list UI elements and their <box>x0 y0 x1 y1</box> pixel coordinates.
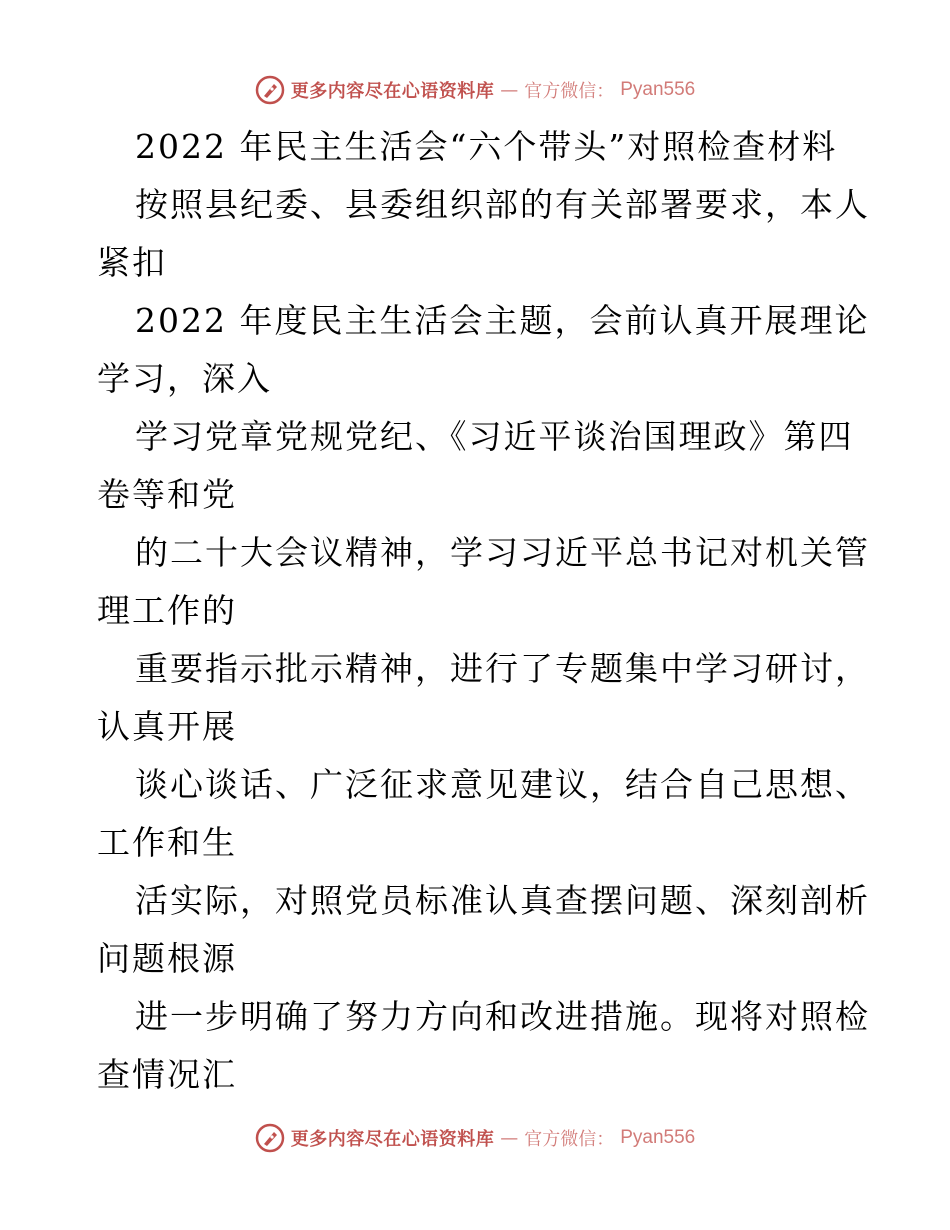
watermark-site-text: 更多内容尽在心语资料库 <box>290 1129 495 1150</box>
watermark-site-text: 更多内容尽在心语资料库 <box>290 81 495 102</box>
text-line: 工作和生 <box>97 823 237 862</box>
text-line: 问题根源 <box>97 939 237 978</box>
document-body <box>97 118 870 1104</box>
footer-watermark <box>0 1118 950 1158</box>
text-line: 查情况汇 <box>97 1055 237 1094</box>
watermark-label: 官方微信： <box>524 81 615 102</box>
header-watermark <box>0 70 950 110</box>
text-line: 理工作的 <box>97 591 237 630</box>
text-line: 认真开展 <box>97 707 237 746</box>
pen-nib-logo-icon <box>255 75 285 105</box>
text-line: 卷等和党 <box>97 475 237 514</box>
watermark-wechat-id: Pyan556 <box>620 79 696 100</box>
text-line: 紧扣 <box>97 243 167 282</box>
watermark-dash: — <box>500 79 519 101</box>
pen-nib-logo-icon <box>255 1123 285 1153</box>
text-line: 活实际，对照党员标准认真查摆问题、深刻剖析 <box>135 881 870 920</box>
text-line: 学习党章党规党纪、《习近平谈治国理政》第四 <box>135 417 854 456</box>
text-line: 2022 年度民主生活会主题，会前认真开展理论 <box>135 301 870 340</box>
text-line: 谈心谈话、广泛征求意见建议，结合自己思想、 <box>135 765 870 804</box>
text-line: 按照县纪委、县委组织部的有关部署要求，本人 <box>135 185 870 224</box>
text-line: 的二十大会议精神，学习习近平总书记对机关管 <box>135 533 870 572</box>
document-title: 2022 年民主生活会“六个带头”对照检查材料 <box>135 127 838 166</box>
text-line: 重要指示批示精神，进行了专题集中学习研讨， <box>135 649 870 688</box>
text-line: 学习，深入 <box>97 359 272 398</box>
text-line: 进一步明确了努力方向和改进措施。现将对照检 <box>135 997 870 1036</box>
watermark-dash: — <box>500 1127 519 1149</box>
watermark-label: 官方微信： <box>524 1129 615 1150</box>
watermark-wechat-id: Pyan556 <box>620 1127 696 1148</box>
